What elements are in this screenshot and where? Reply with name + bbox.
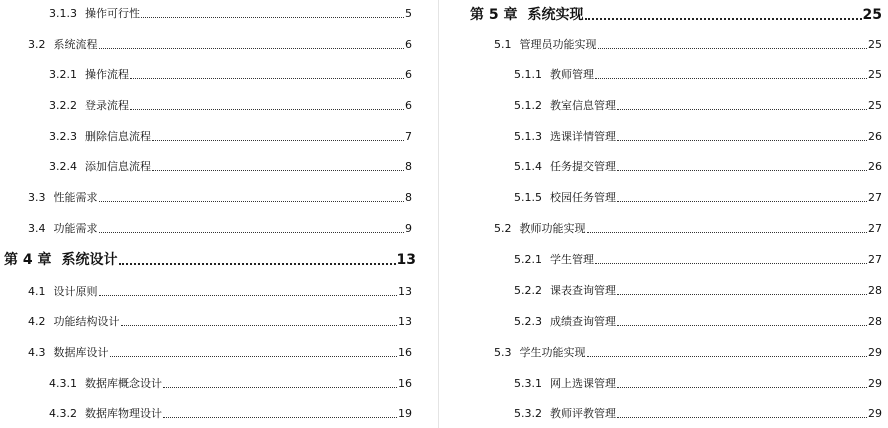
toc-entry-number: 3.2.1 — [49, 68, 77, 81]
toc-entry-title: 学生功能实现 — [519, 346, 586, 359]
toc-entry-title: 教室信息管理 — [550, 99, 616, 112]
toc-entry-title: 成绩查询管理 — [550, 315, 616, 328]
toc-dot-leader — [617, 313, 867, 329]
toc-entry-page: 26 — [868, 130, 882, 143]
toc-entry[interactable] — [514, 128, 882, 144]
toc-entry[interactable] — [28, 283, 412, 299]
toc-dot-leader — [595, 66, 867, 82]
toc-entry-page: 8 — [405, 160, 412, 173]
toc-chapter-title: 系统实现 — [527, 7, 584, 23]
toc-dot-leader — [587, 220, 868, 236]
toc-entry-title: 教师评教管理 — [550, 407, 616, 420]
toc-entry-number: 5.2.1 — [514, 253, 542, 266]
toc-entry-title: 操作流程 — [85, 68, 129, 81]
toc-dot-leader — [99, 36, 405, 52]
toc-entry[interactable] — [494, 344, 882, 360]
toc-entry-title: 功能结构设计 — [53, 315, 120, 328]
toc-entry[interactable] — [49, 405, 412, 421]
toc-entry-page: 6 — [405, 99, 412, 112]
toc-entry[interactable] — [514, 251, 882, 267]
toc-entry-number: 5.1.1 — [514, 68, 542, 81]
toc-entry-page: 25 — [868, 68, 882, 81]
toc-entry-number: 5.1.3 — [514, 130, 542, 143]
toc-entry[interactable] — [49, 5, 412, 21]
toc-entry-page: 16 — [398, 377, 412, 390]
toc-entry[interactable] — [514, 313, 882, 329]
toc-entry-page: 13 — [398, 315, 412, 328]
toc-entry-title: 性能需求 — [53, 191, 98, 204]
toc-entry-title: 添加信息流程 — [85, 160, 151, 173]
toc-entry-number: 5.2 — [494, 222, 512, 235]
toc-dot-leader — [119, 249, 396, 269]
toc-dot-leader — [163, 375, 397, 391]
toc-entry-number: 5.1 — [494, 38, 512, 51]
toc-entry-title: 删除信息流程 — [85, 130, 151, 143]
toc-dot-leader — [130, 66, 404, 82]
toc-right-column — [447, 0, 888, 428]
toc-dot-leader — [585, 4, 862, 24]
toc-entry-number: 4.3 — [28, 346, 46, 359]
toc-entry-title: 数据库概念设计 — [85, 377, 162, 390]
toc-entry[interactable] — [514, 97, 882, 113]
toc-dot-leader — [617, 97, 867, 113]
toc-entry[interactable] — [49, 375, 412, 391]
toc-entry-number: 5.1.5 — [514, 191, 542, 204]
toc-dot-leader — [163, 405, 397, 421]
toc-entry-number: 4.2 — [28, 315, 46, 328]
toc-entry-number: 5.3.2 — [514, 407, 542, 420]
toc-entry[interactable] — [49, 128, 412, 144]
toc-entry-page: 29 — [868, 407, 882, 420]
toc-dot-leader — [617, 405, 867, 421]
toc-entry[interactable] — [514, 375, 882, 391]
toc-chapter-page: 13 — [396, 252, 416, 268]
toc-entry[interactable] — [28, 36, 412, 52]
toc-entry-page: 27 — [868, 191, 882, 204]
toc-entry[interactable] — [494, 220, 882, 236]
toc-dot-leader — [617, 282, 867, 298]
toc-entry[interactable] — [28, 313, 412, 329]
toc-entry-number: 3.3 — [28, 191, 46, 204]
toc-dot-leader — [595, 251, 867, 267]
toc-entry-page: 6 — [405, 38, 412, 51]
toc-entry-number: 3.4 — [28, 222, 46, 235]
toc-entry[interactable] — [28, 220, 412, 236]
toc-entry-number: 5.1.4 — [514, 160, 542, 173]
toc-entry-number: 4.1 — [28, 285, 46, 298]
toc-entry[interactable] — [514, 189, 882, 205]
toc-entry-title: 数据库物理设计 — [85, 407, 162, 420]
toc-entry-number: 4.3.2 — [49, 407, 77, 420]
toc-entry[interactable] — [28, 344, 412, 360]
toc-entry[interactable] — [494, 36, 882, 52]
toc-entry-page: 25 — [868, 38, 882, 51]
toc-entry-title: 功能需求 — [53, 222, 98, 235]
toc-entry-page: 8 — [405, 191, 412, 204]
toc-entry[interactable] — [514, 405, 882, 421]
toc-dot-leader — [141, 5, 404, 21]
toc-entry-title: 网上选课管理 — [550, 377, 616, 390]
toc-entry-page: 9 — [405, 222, 412, 235]
toc-chapter-entry[interactable] — [4, 249, 416, 269]
toc-chapter-number: 第 4 章 — [4, 252, 52, 268]
toc-entry-number: 3.2.4 — [49, 160, 77, 173]
toc-entry-page: 29 — [868, 377, 882, 390]
toc-entry-title: 选课详情管理 — [550, 130, 616, 143]
toc-entry-number: 5.1.2 — [514, 99, 542, 112]
toc-entry-page: 19 — [398, 407, 412, 420]
toc-dot-leader — [99, 283, 398, 299]
toc-dot-leader — [99, 220, 405, 236]
toc-entry[interactable] — [49, 97, 412, 113]
toc-entry-page: 16 — [398, 346, 412, 359]
toc-entry-page: 6 — [405, 68, 412, 81]
toc-dot-leader — [598, 36, 868, 52]
toc-entry-number: 5.3.1 — [514, 377, 542, 390]
toc-entry-number: 3.2 — [28, 38, 46, 51]
toc-entry-title: 任务提交管理 — [550, 160, 616, 173]
toc-entry-number: 3.2.3 — [49, 130, 77, 143]
toc-entry[interactable] — [514, 66, 882, 82]
toc-entry-page: 29 — [868, 346, 882, 359]
toc-entry-page: 27 — [868, 253, 882, 266]
toc-entry-title: 教师功能实现 — [519, 222, 586, 235]
toc-chapter-number: 第 5 章 — [470, 7, 518, 23]
toc-entry[interactable] — [514, 282, 882, 298]
toc-entry-number: 5.2.2 — [514, 284, 542, 297]
toc-dot-leader — [587, 344, 868, 360]
toc-entry-title: 设计原则 — [53, 285, 98, 298]
toc-left-column — [0, 0, 420, 428]
toc-entry-number: 3.1.3 — [49, 7, 77, 20]
toc-entry-page: 7 — [405, 130, 412, 143]
toc-chapter-title: 系统设计 — [61, 252, 118, 268]
toc-entry-title: 操作可行性 — [85, 7, 140, 20]
toc-entry[interactable] — [28, 189, 412, 205]
toc-entry-title: 管理员功能实现 — [519, 38, 597, 51]
toc-entry[interactable] — [514, 158, 882, 174]
toc-entry-page: 5 — [405, 7, 412, 20]
toc-chapter-page: 25 — [862, 7, 882, 23]
toc-chapter-entry[interactable] — [470, 4, 882, 24]
toc-entry-page: 28 — [868, 284, 882, 297]
toc-entry-title: 数据库设计 — [53, 346, 109, 359]
toc-entry-title: 校园任务管理 — [550, 191, 616, 204]
toc-entry-number: 4.3.1 — [49, 377, 77, 390]
toc-entry-page: 28 — [868, 315, 882, 328]
toc-entry-page: 13 — [398, 285, 412, 298]
toc-entry-title: 课表查询管理 — [550, 284, 616, 297]
toc-dot-leader — [99, 189, 405, 205]
toc-entry[interactable] — [49, 158, 412, 174]
toc-dot-leader — [617, 128, 867, 144]
toc-entry-number: 3.2.2 — [49, 99, 77, 112]
toc-dot-leader — [617, 189, 867, 205]
toc-entry-title: 教师管理 — [550, 68, 594, 81]
toc-dot-leader — [110, 344, 398, 360]
toc-entry-number: 5.2.3 — [514, 315, 542, 328]
toc-dot-leader — [617, 158, 867, 174]
toc-dot-leader — [130, 97, 404, 113]
toc-dot-leader — [152, 158, 404, 174]
toc-entry-page: 25 — [868, 99, 882, 112]
column-divider — [438, 0, 439, 428]
toc-entry[interactable] — [49, 66, 412, 82]
toc-dot-leader — [152, 128, 404, 144]
toc-entry-title: 学生管理 — [550, 253, 594, 266]
toc-entry-page: 27 — [868, 222, 882, 235]
toc-dot-leader — [121, 313, 398, 329]
toc-dot-leader — [617, 375, 867, 391]
toc-entry-page: 26 — [868, 160, 882, 173]
toc-entry-number: 5.3 — [494, 346, 512, 359]
toc-entry-title: 系统流程 — [53, 38, 98, 51]
toc-entry-title: 登录流程 — [85, 99, 129, 112]
